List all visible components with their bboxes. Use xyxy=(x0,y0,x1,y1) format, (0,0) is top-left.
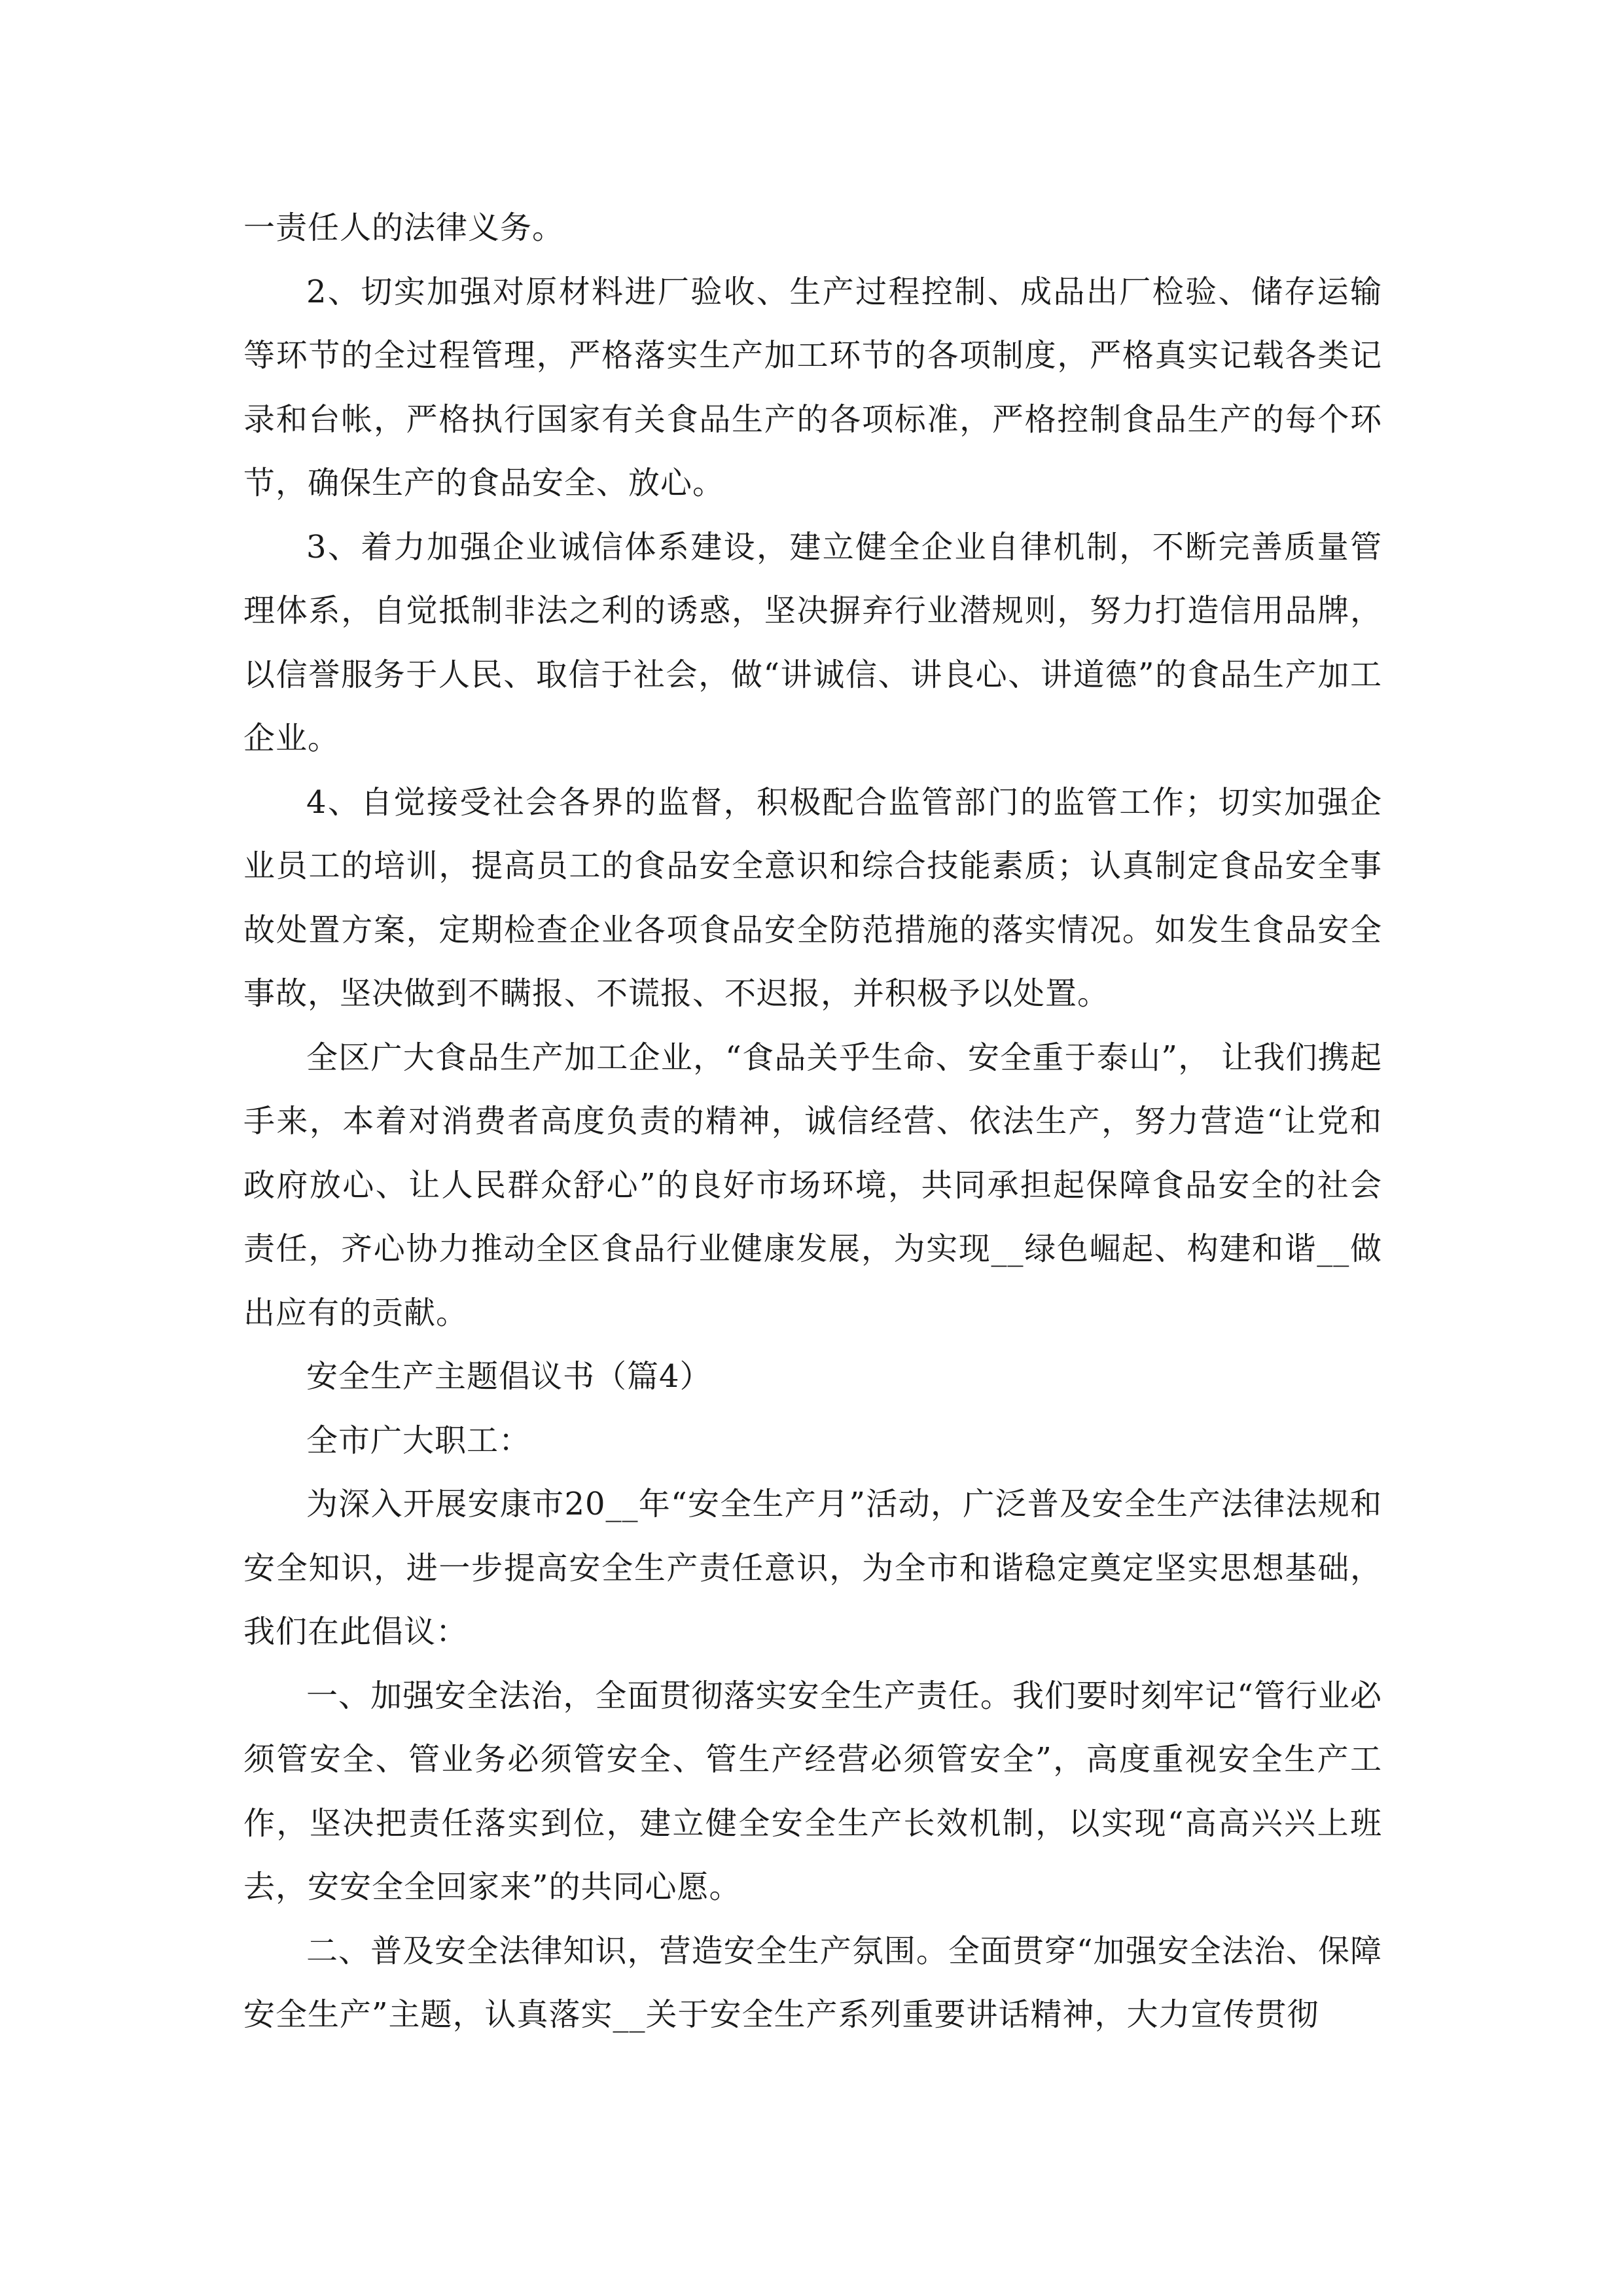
paragraph-9: 一、加强安全法治，全面贯彻落实安全生产责任。我们要时刻牢记“管行业必须管安全、管业务必须管安全、管生产经营必须管安全”，高度重视安全生产工作，坚决把责任落实到位，建立健全安全生产长效机制，以实现“高高兴兴上班去，安安全全回家来”的共同心愿。 xyxy=(243,1677,1382,1905)
paragraph-10: 二、普及安全法律知识，营造安全生产氛围。全面贯穿“加强安全法治、保障安全生产”主题，认真落实__关于安全生产系列重要讲话精神，大力宣传贯彻 xyxy=(243,1932,1382,2033)
salutation: 全市广大职工： xyxy=(306,1422,531,1459)
paragraph-8: 为深入开展安康市20__年“安全生产月”活动，广泛普及安全生产法律法规和安全知识，进一步提高安全生产责任意识，为全市和谐稳定奠定坚实思想基础，我们在此倡议： xyxy=(243,1486,1382,1650)
paragraph-5: 全区广大食品生产加工企业，“食品关乎生命、安全重于泰山”， 让我们携起手来，本着对消费者高度负责的精神，诚信经营、依法生产，努力营造“让党和政府放心、让人民群众舒心”的良好市场环境，共同承担起保障食品安全的社会责任，齐心协力推动全区食品行业健康发展，为实现__绿色崛起、构建和谐__做出应有的贡献。 xyxy=(243,1039,1382,1331)
document-body xyxy=(243,196,1382,2047)
section-heading: 安全生产主题倡议书（篇4） xyxy=(306,1358,712,1395)
paragraph-2: 2、切实加强对原材料进厂验收、生产过程控制、成品出厂检验、储存运输等环节的全过程管理，严格落实生产加工环节的各项制度，严格真实记载各类记录和台帐，严格执行国家有关食品生产的各项标准，严格控制食品生产的每个环节，确保生产的食品安全、放心。 xyxy=(243,273,1382,501)
paragraph-3: 3、着力加强企业诚信体系建设，建立健全企业自律机制，不断完善质量管理体系，自觉抵制非法之利的诱惑，坚决摒弃行业潜规则，努力打造信用品牌，以信誉服务于人民、取信于社会，做“讲诚信、讲良心、讲道德”的食品生产加工企业。 xyxy=(243,528,1382,757)
paragraph-1: 一责任人的法律义务。 xyxy=(243,209,565,246)
paragraph-4: 4、自觉接受社会各界的监督，积极配合监管部门的监管工作；切实加强企业员工的培训，提高员工的食品安全意识和综合技能素质；认真制定食品安全事故处置方案，定期检查企业各项食品安全防范措施的落实情况。如发生食品安全事故，坚决做到不瞒报、不谎报、不迟报，并积极予以处置。 xyxy=(243,783,1382,1012)
